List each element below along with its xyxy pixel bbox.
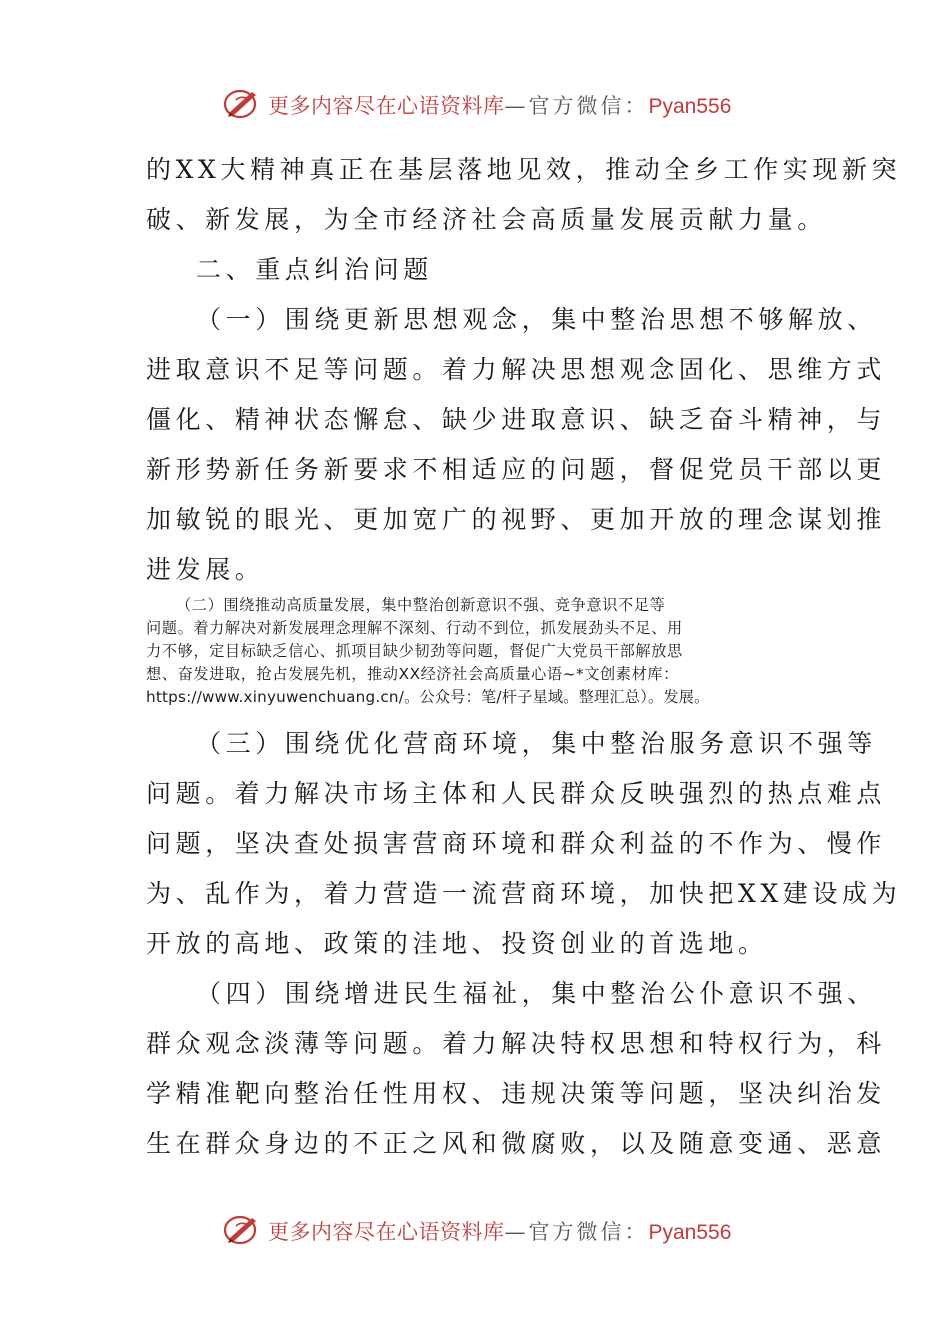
body-line: 学精准靶向整治任性用权、违规决策等问题，坚决纠治发: [146, 1079, 887, 1108]
banner-dash: —: [504, 94, 529, 118]
banner-text: [268, 90, 731, 120]
banner-wechat-label: 官方微信：: [528, 1220, 649, 1244]
small-line: 力不够，定目标缺乏信心、抓项目缺少韧劲等问题，督促广大党员干部解放思: [146, 642, 683, 660]
body-line: （四）围绕增进民生福祉，集中整治公仆意识不强、: [196, 979, 877, 1008]
body-line: 破、新发展，为全市经济社会高质量发展贡献力量。: [146, 205, 827, 234]
banner-title: 更多内容尽在心语资料库: [268, 1220, 505, 1244]
body-line: 新形势新任务新要求不相适应的问题，督促党员干部以更: [146, 455, 887, 484]
body-line: 加敏锐的眼光、更加宽广的视野、更加开放的理念谋划推: [146, 505, 887, 534]
small-line: 问题。着力解决对新发展理念理解不深刻、行动不到位，抓发展劲头不足、用: [146, 619, 683, 637]
body-line: 群众观念淡薄等问题。着力解决特权思想和特权行为，科: [146, 1029, 887, 1058]
section-heading: 二、重点纠治问题: [196, 255, 433, 284]
small-line: 想、奋发进取，抢占发展先机，推动XX经济社会高质量心语~*文创素材库：: [146, 665, 679, 683]
banner-text: [268, 1216, 731, 1246]
body-line: 为、乱作为，着力营造一流营商环境，加快把XX建设成为: [146, 879, 902, 908]
body-line: （一）围绕更新思想观念，集中整治思想不够解放、: [196, 305, 877, 334]
banner-wechat-label: 官方微信：: [528, 94, 649, 118]
body-line: 进取意识不足等问题。着力解决思想观念固化、思维方式: [146, 355, 887, 384]
small-line: （二）围绕推动高质量发展，集中整治创新意识不强、竞争意识不足等: [176, 596, 666, 614]
pen-logo-icon: [222, 1212, 262, 1246]
header-banner: [0, 84, 950, 124]
body-line: 问题。着力解决市场主体和人民群众反映强烈的热点难点: [146, 779, 887, 808]
banner-wechat-id: Pyan556: [648, 95, 732, 118]
body-line: （三）围绕优化营商环境，集中整治服务意识不强等: [196, 729, 877, 758]
body-line: 的XX大精神真正在基层落地见效，推动全乡工作实现新突: [146, 155, 902, 184]
small-line: https://www.xinyuwenchuang.cn/。公众号：笔/杆子星域。整理汇总）。发展。: [146, 688, 710, 706]
footer-banner: [0, 1210, 950, 1250]
body-line: 问题，坚决查处损害营商环境和群众利益的不作为、慢作: [146, 829, 887, 858]
pen-logo-icon: [222, 86, 262, 120]
body-line: 生在群众身边的不正之风和微腐败，以及随意变通、恶意: [146, 1129, 887, 1158]
body-line: 进发展。: [146, 555, 265, 584]
banner-title: 更多内容尽在心语资料库: [268, 94, 505, 118]
body-line: 僵化、精神状态懈怠、缺少进取意识、缺乏奋斗精神，与: [146, 405, 887, 434]
body-line: 开放的高地、政策的洼地、投资创业的首选地。: [146, 929, 768, 958]
banner-dash: —: [504, 1220, 529, 1244]
banner-wechat-id: Pyan556: [648, 1221, 732, 1244]
